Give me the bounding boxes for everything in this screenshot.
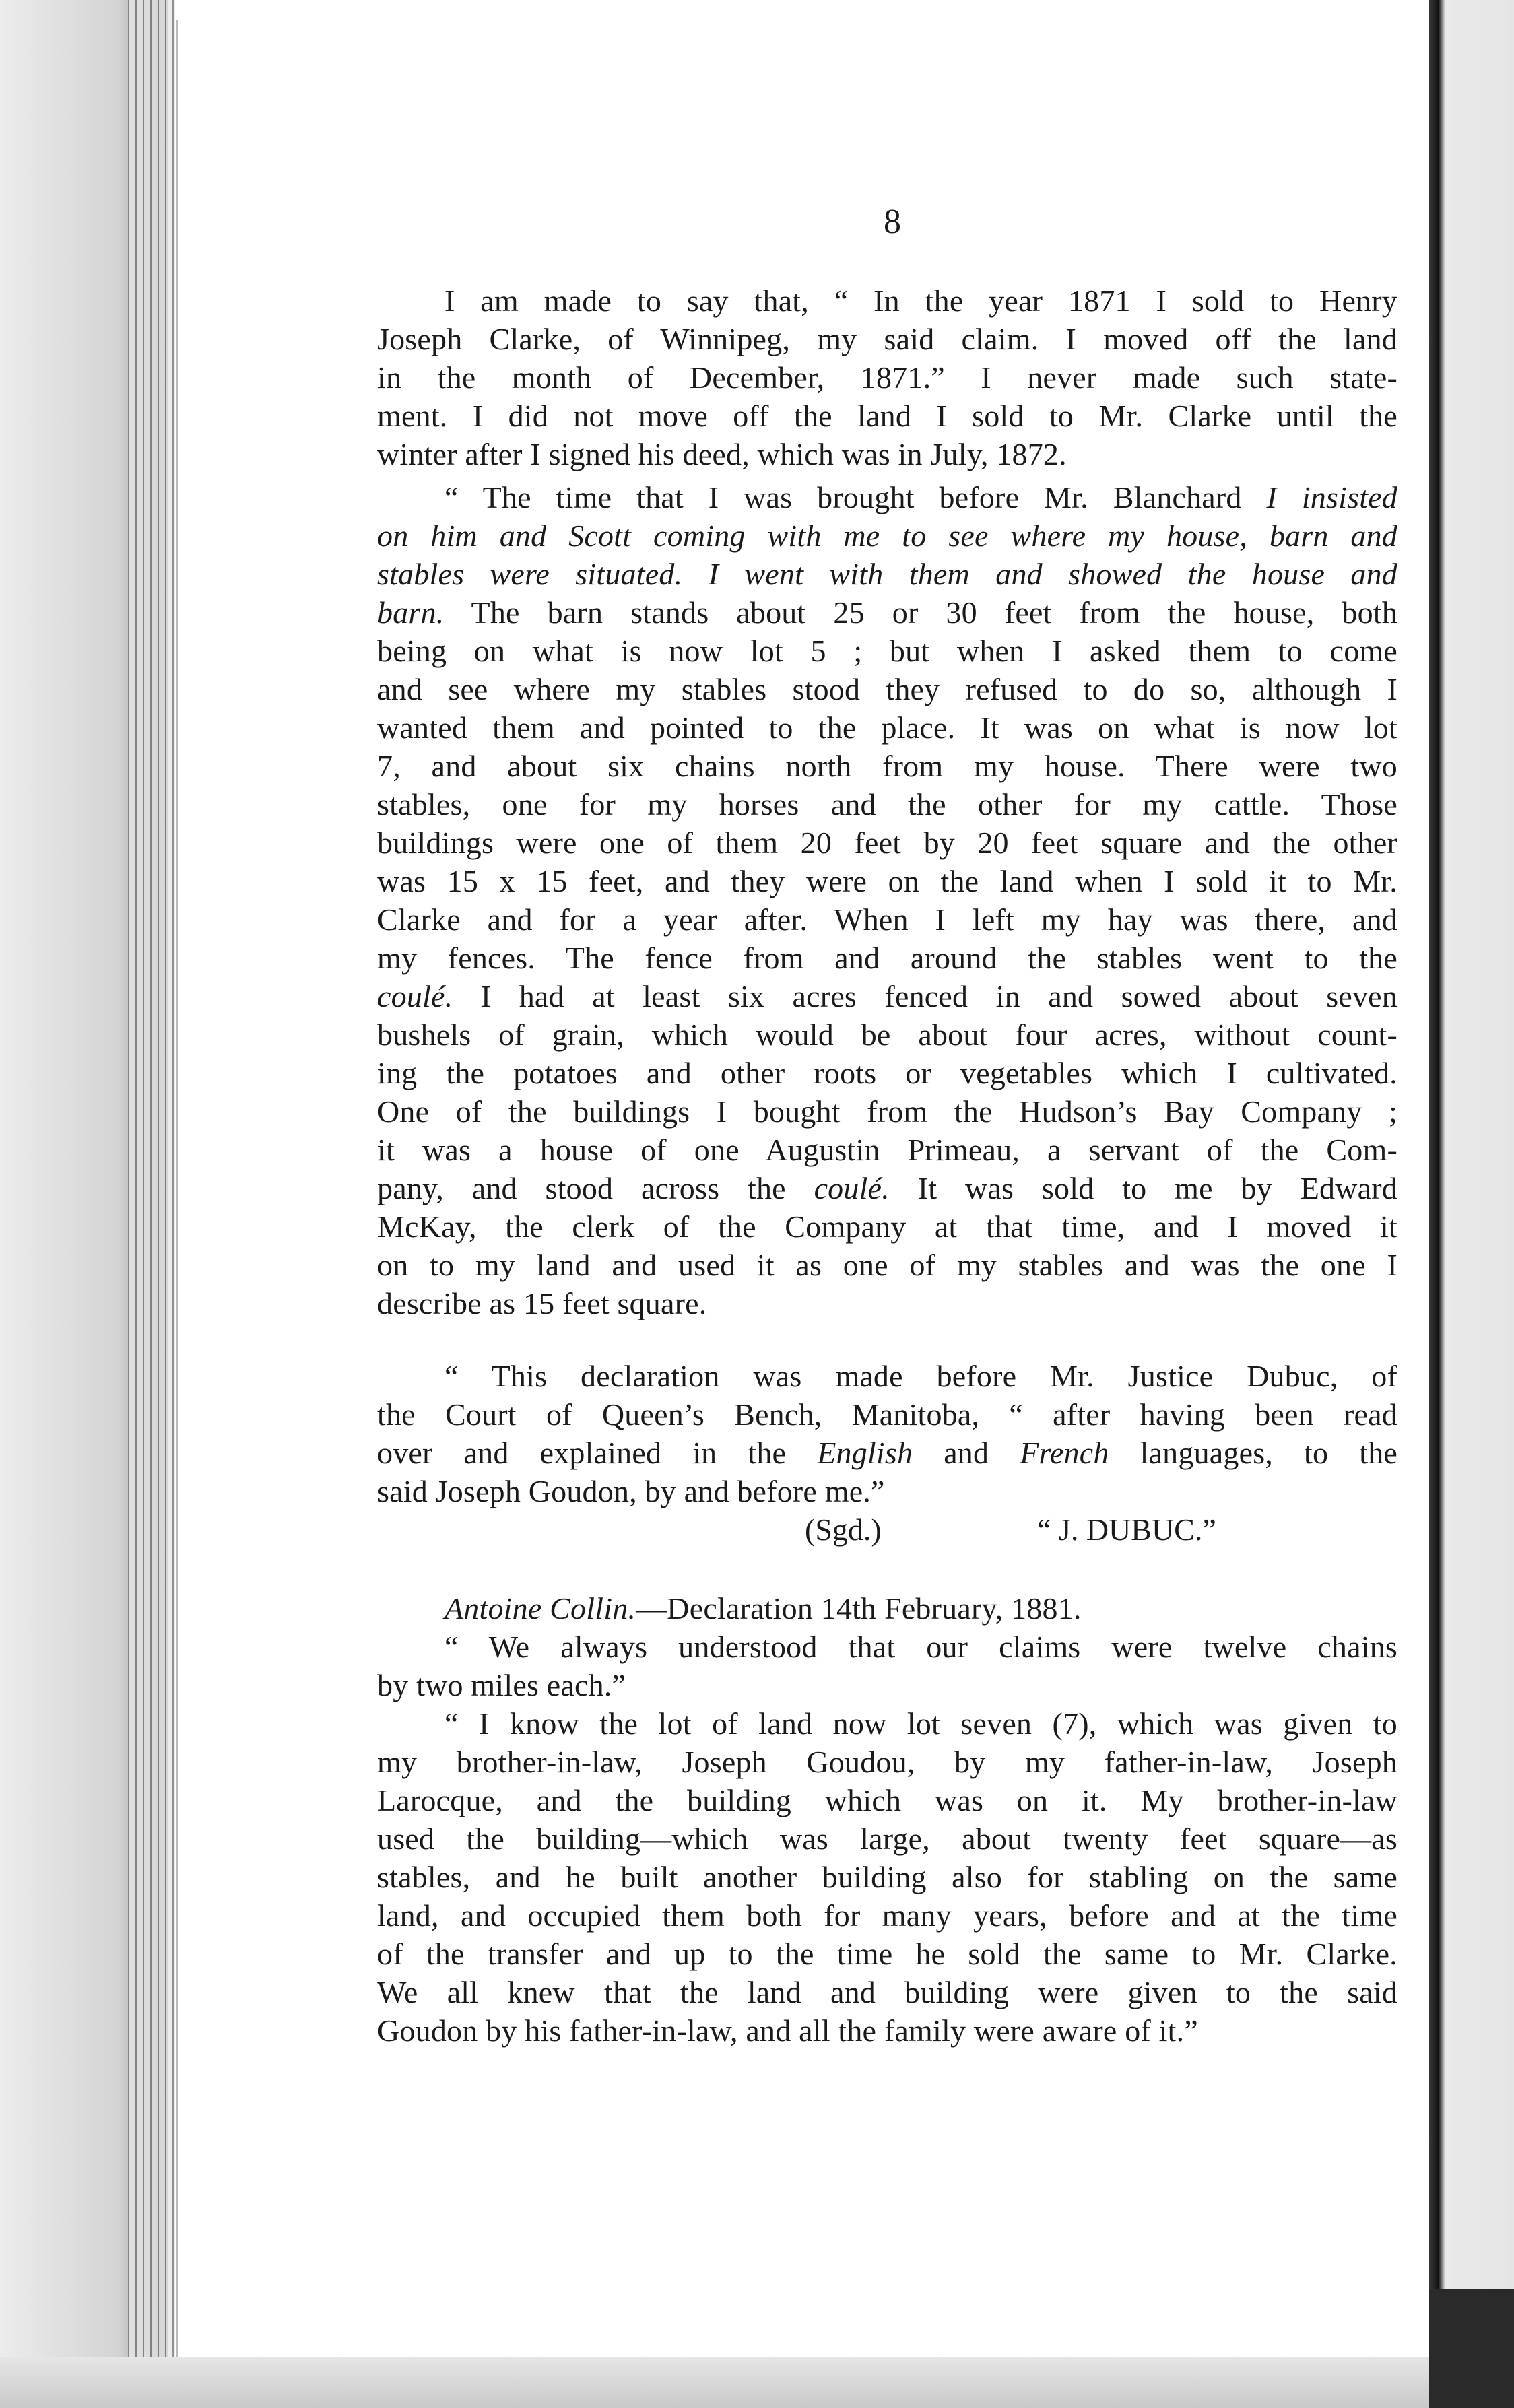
signature-name: “ J. DUBUC.” [1037,1512,1216,1547]
text-line: wanted them and pointed to the place. It was on what is now lot [377,710,1397,745]
page-number: 8 [884,203,901,241]
text-line: of the transfer and up to the time he sold the same to Mr. Clarke. [377,1937,1397,1971]
text-line: was 15 x 15 feet, and they were on the land when I sold it to Mr. [377,864,1397,898]
text-line: “ I know the lot of land now lot seven (7), which was given to [445,1706,1397,1741]
text-line: McKay, the clerk of the Company at that time, and I moved it [377,1209,1397,1244]
text-line: the Court of Queen’s Bench, Manitoba, “ after having been read [377,1397,1397,1432]
text-line: over and explained in the English and French languages, to the [377,1436,1398,1470]
declaration-heading: Antoine Collin.—Declaration 14th February, 1881. [445,1591,1082,1626]
text-line: pany, and stood across the coulé. It was sold to me by Edward [377,1171,1397,1205]
text-line: Larocque, and the building which was on it. My brother-in-law [377,1783,1397,1817]
text-line: buildings were one of them 20 feet by 20 feet square and the other [377,826,1397,860]
text-line: it was a house of one Augustin Primeau, a servant of the Com- [377,1133,1397,1167]
text-line: bushels of grain, which would be about four acres, without count- [377,1017,1397,1052]
scan-corner-shadow [1429,2289,1514,2408]
text-line: “ The time that I was brought before Mr. Blanchard I insisted [445,480,1397,514]
text-line: by two miles each.” [377,1668,626,1702]
text-line: We all knew that the land and building were given to the said [377,1975,1397,2009]
text-line: on him and Scott coming with me to see where my house, barn and [377,519,1397,553]
text-line: being on what is now lot 5 ; but when I asked them to come [377,634,1397,668]
text-line: and see where my stables stood they refused to do so, although I [377,672,1397,706]
text-line: Joseph Clarke, of Winnipeg, my said claim. I moved off the land [377,322,1397,356]
text-line: ment. I did not move off the land I sold to Mr. Clarke until the [377,399,1397,433]
text-line: said Joseph Goudon, by and before me.” [377,1474,885,1508]
text-line: describe as 15 feet square. [377,1286,707,1320]
text-line: barn. The barn stands about 25 or 30 feet from the house, both [377,595,1397,630]
text-line: stables were situated. I went with them and showed the house and [377,557,1397,591]
text-line: stables, one for my horses and the other for my cattle. Those [377,787,1397,822]
text-line: Goudon by his father-in-law, and all the family were aware of it.” [377,2013,1198,2048]
text-line: in the month of December, 1871.” I never made such state- [377,360,1397,395]
text-line: 7, and about six chains north from my house. There were two [377,749,1397,783]
text-line: winter after I signed his deed, which was in July, 1872. [377,437,1067,471]
scan-bottom-margin [0,2357,1429,2408]
text-line: land, and occupied them both for many years, before and at the time [377,1898,1397,1933]
text-line: my fences. The fence from and around the stables went to the [377,941,1397,975]
text-line: coulé. I had at least six acres fenced in and sowed about seven [377,979,1397,1013]
text-line: “ We always understood that our claims were twelve chains [445,1630,1397,1664]
text-line: my brother-in-law, Joseph Goudou, by my father-in-law, Joseph [377,1745,1397,1779]
text-line: on to my land and used it as one of my stables and was the one I [377,1248,1397,1282]
facing-page-edge [1429,0,1514,2408]
text-line: used the building—which was large, about twenty feet square—as [377,1821,1397,1856]
text-line: I am made to say that, “ In the year 1871 I sold to Henry [445,283,1397,318]
book-spine-edge [128,0,175,2408]
text-line: Clarke and for a year after. When I left my hay was there, and [377,902,1397,937]
text-line: One of the buildings I bought from the Hudson’s Bay Company ; [377,1094,1397,1129]
text-line: “ This declaration was made before Mr. Justice Dubuc, of [445,1359,1397,1393]
text-line: stables, and he built another building also for stabling on the same [377,1860,1397,1894]
text-line: ing the potatoes and other roots or vegetables which I cultivated. [377,1056,1397,1090]
signature-sgd: (Sgd.) [805,1512,882,1547]
